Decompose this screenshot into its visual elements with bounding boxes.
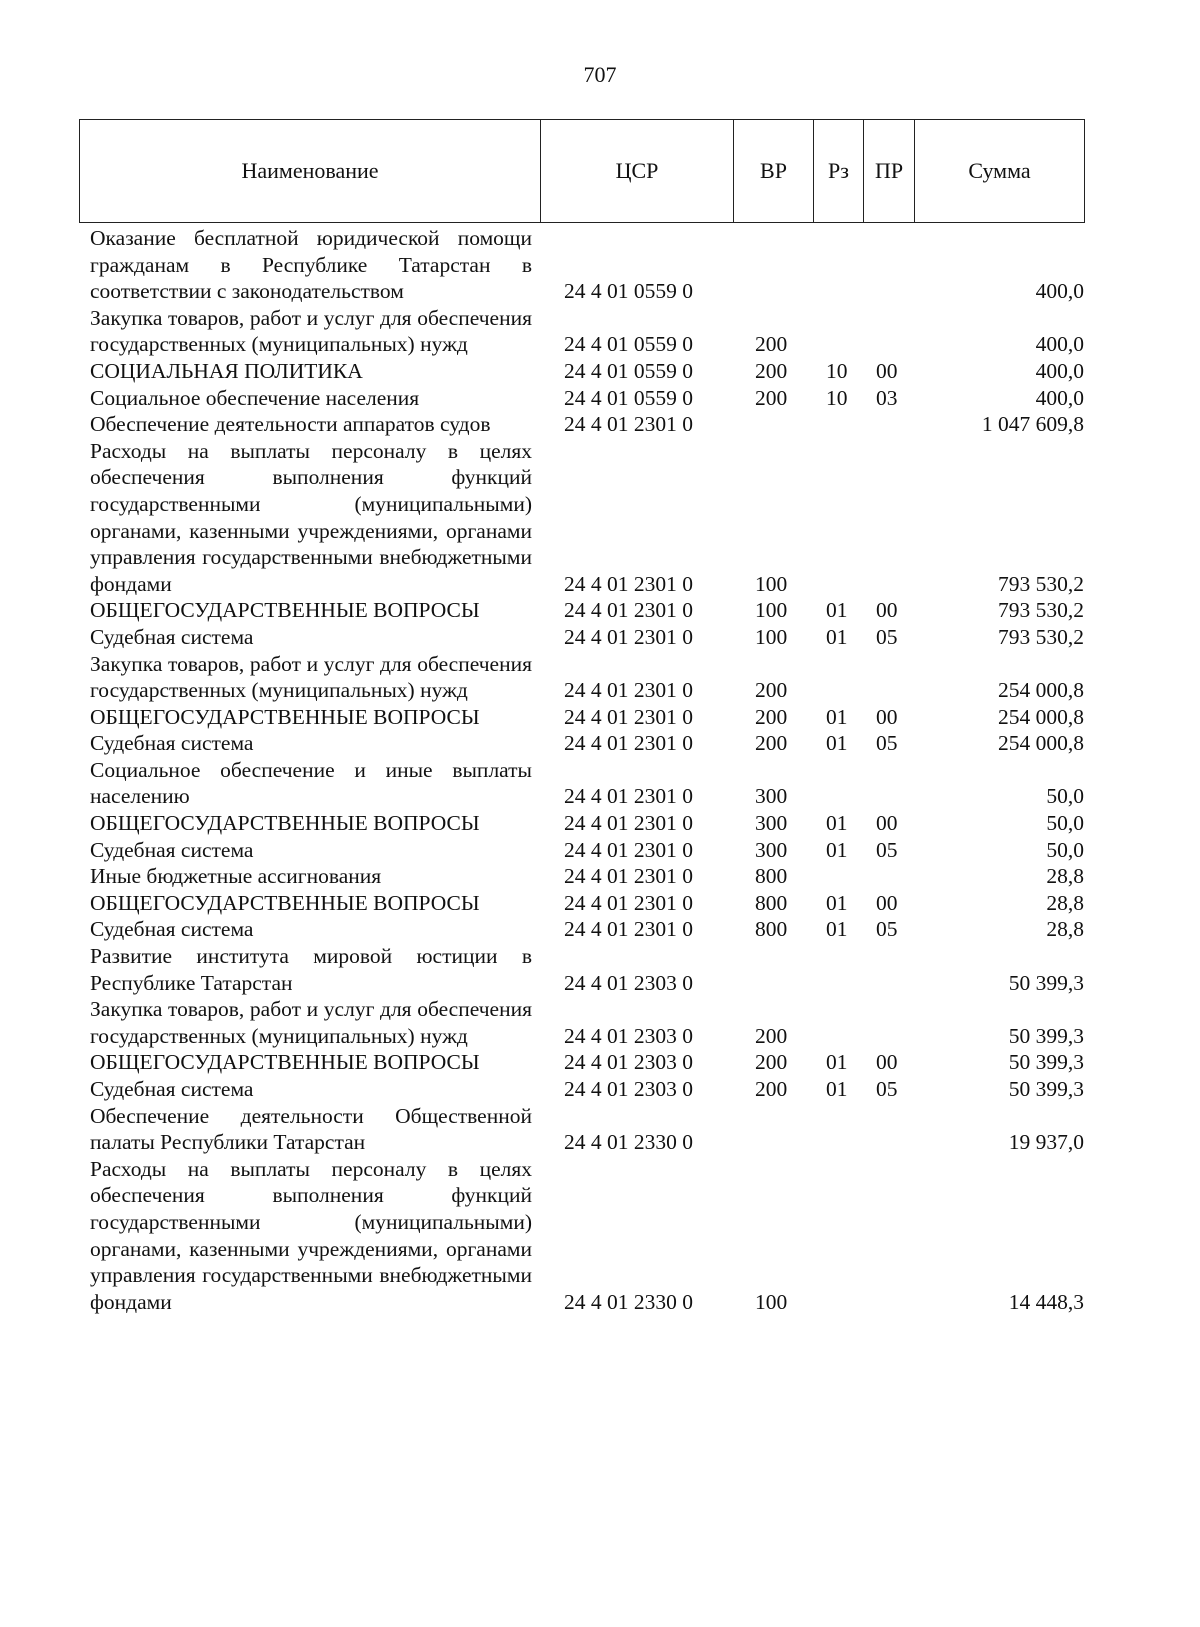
column-header-csr: ЦСР — [541, 120, 734, 223]
table-row — [79, 943, 1084, 996]
cell-vr: 200 — [755, 358, 788, 383]
cell-pr: 05 — [876, 1077, 898, 1101]
cell-csr: 24 4 01 2303 0 — [564, 1050, 693, 1075]
cell-rz — [813, 996, 863, 1049]
cell-rz: 01 — [826, 890, 848, 915]
cell-pr: 00 — [876, 358, 898, 383]
table-row — [79, 996, 1084, 1049]
cell-name: Развитие института мировой юстиции в Республике Татарстан — [90, 944, 532, 995]
cell-csr: 24 4 01 2330 0 — [564, 1289, 693, 1314]
cell-name: ОБЩЕГОСУДАРСТВЕННЫЕ ВОПРОСЫ — [90, 704, 480, 729]
cell-csr: 24 4 01 2301 0 — [564, 864, 693, 889]
table-row — [79, 358, 1084, 385]
cell-pr: 03 — [876, 385, 898, 410]
cell-vr: 200 — [755, 678, 788, 703]
cell-csr: 24 4 01 2303 0 — [564, 1077, 693, 1101]
table-row — [79, 651, 1084, 704]
cell-pr — [863, 943, 914, 996]
budget-table — [79, 225, 1084, 1315]
cell-vr: 100 — [755, 598, 788, 623]
cell-sum: 254 000,8 — [998, 731, 1084, 756]
cell-vr: 200 — [755, 704, 788, 729]
cell-sum: 28,8 — [1046, 890, 1084, 915]
cell-csr: 24 4 01 0559 0 — [564, 279, 693, 304]
cell-vr: 800 — [755, 917, 788, 942]
cell-name: Иные бюджетные ассигнования — [90, 864, 382, 889]
table-row — [79, 305, 1084, 358]
cell-pr: 00 — [876, 811, 898, 836]
column-header-sum: Сумма — [915, 120, 1085, 223]
cell-vr — [733, 225, 813, 305]
cell-rz: 01 — [826, 917, 848, 942]
cell-pr — [863, 757, 914, 810]
table-row — [79, 597, 1084, 624]
cell-pr: 05 — [876, 917, 898, 942]
cell-csr: 24 4 01 2301 0 — [564, 837, 693, 862]
table-row — [79, 1049, 1084, 1076]
table-row — [79, 411, 1084, 438]
table-row — [79, 438, 1084, 598]
cell-sum: 50 399,3 — [1008, 1023, 1084, 1048]
table-row — [79, 916, 1084, 943]
cell-sum: 50 399,3 — [1008, 1050, 1084, 1075]
cell-pr — [863, 411, 914, 438]
cell-pr: 00 — [876, 598, 898, 623]
cell-vr: 300 — [755, 837, 788, 862]
cell-pr — [863, 225, 914, 305]
cell-rz: 01 — [826, 1077, 848, 1101]
cell-pr — [863, 1156, 914, 1316]
cell-pr: 05 — [876, 731, 898, 756]
table-row — [79, 704, 1084, 731]
cell-pr — [863, 651, 914, 704]
cell-name: Социальное обеспечение населения — [90, 385, 420, 410]
cell-csr: 24 4 01 2301 0 — [564, 598, 693, 623]
table-row — [79, 730, 1084, 757]
table-row — [79, 810, 1084, 837]
cell-csr: 24 4 01 2301 0 — [564, 917, 693, 942]
cell-rz: 10 — [826, 385, 848, 410]
cell-name: Закупка товаров, работ и услуг для обеспечения государственных (муниципальных) нужд — [90, 997, 532, 1048]
cell-pr — [863, 305, 914, 358]
cell-name: Обеспечение деятельности Общественной палаты Республики Татарстан — [90, 1103, 532, 1155]
cell-pr: 00 — [876, 890, 898, 915]
cell-sum: 50,0 — [1046, 784, 1084, 809]
cell-rz: 01 — [826, 598, 848, 623]
cell-sum: 400,0 — [1035, 279, 1084, 304]
cell-name: Судебная система — [90, 837, 254, 862]
cell-pr — [863, 996, 914, 1049]
cell-vr: 800 — [755, 864, 788, 889]
cell-vr — [733, 943, 813, 996]
cell-sum: 1 047 609,8 — [981, 412, 1084, 437]
cell-name: ОБЩЕГОСУДАРСТВЕННЫЕ ВОПРОСЫ — [90, 1050, 480, 1075]
cell-vr — [733, 411, 813, 438]
cell-csr: 24 4 01 2301 0 — [564, 784, 693, 809]
table-row — [79, 1156, 1084, 1316]
cell-pr — [863, 1103, 914, 1156]
column-header-rz: Рз — [814, 120, 864, 223]
cell-sum: 19 937,0 — [1008, 1130, 1084, 1155]
table-row — [79, 385, 1084, 412]
cell-vr: 800 — [755, 890, 788, 915]
cell-rz: 10 — [826, 358, 848, 383]
cell-vr — [733, 1103, 813, 1156]
cell-csr: 24 4 01 2301 0 — [564, 624, 693, 649]
cell-name: Оказание бесплатной юридической помощи гражданам в Республике Татарстан в соответствии с законодательством — [90, 226, 532, 304]
cell-name: Расходы на выплаты персоналу в целях обеспечения выполнения функций государственными (муниципальными) органами, казенными учреждениями, органами управления государственными внебюджетными фондами — [90, 438, 532, 596]
cell-sum: 793 530,2 — [998, 598, 1084, 623]
cell-csr: 24 4 01 2301 0 — [564, 571, 693, 596]
table-row — [79, 757, 1084, 810]
cell-csr: 24 4 01 2301 0 — [564, 678, 693, 703]
cell-pr: 00 — [876, 1050, 898, 1075]
cell-vr: 200 — [755, 1023, 788, 1048]
cell-sum: 50 399,3 — [1008, 970, 1084, 995]
cell-name: СОЦИАЛЬНАЯ ПОЛИТИКА — [90, 358, 363, 383]
cell-rz: 01 — [826, 731, 848, 756]
cell-name: Судебная система — [90, 1077, 254, 1101]
cell-name: Расходы на выплаты персоналу в целях обеспечения выполнения функций государственными (муниципальными) органами, казенными учреждениями, органами управления государственными внебюджетными фондами — [90, 1156, 532, 1314]
cell-vr: 200 — [755, 1077, 788, 1101]
cell-name: ОБЩЕГОСУДАРСТВЕННЫЕ ВОПРОСЫ — [90, 890, 480, 915]
table-row — [79, 1103, 1084, 1156]
cell-pr: 05 — [876, 624, 898, 649]
column-header-name: Наименование — [80, 120, 541, 223]
cell-sum: 254 000,8 — [998, 704, 1084, 729]
cell-vr: 100 — [755, 571, 788, 596]
cell-csr: 24 4 01 2303 0 — [564, 970, 693, 995]
cell-rz — [813, 943, 863, 996]
cell-sum: 50,0 — [1046, 811, 1084, 836]
cell-vr: 200 — [755, 1050, 788, 1075]
cell-csr: 24 4 01 2301 0 — [564, 412, 693, 437]
cell-name: Судебная система — [90, 917, 254, 942]
table-row — [79, 837, 1084, 864]
cell-rz: 01 — [826, 811, 848, 836]
cell-name: Обеспечение деятельности аппаратов судов — [90, 412, 491, 437]
cell-vr: 100 — [755, 1289, 788, 1314]
cell-csr: 24 4 01 0559 0 — [564, 332, 693, 357]
cell-rz — [813, 757, 863, 810]
cell-vr: 200 — [755, 332, 788, 357]
cell-rz — [813, 863, 863, 890]
cell-sum: 50 399,3 — [1008, 1077, 1084, 1101]
cell-name: Закупка товаров, работ и услуг для обеспечения государственных (муниципальных) нужд — [90, 305, 532, 357]
cell-csr: 24 4 01 0559 0 — [564, 358, 693, 383]
cell-rz — [813, 651, 863, 704]
cell-sum: 400,0 — [1035, 358, 1084, 383]
cell-rz — [813, 1156, 863, 1316]
cell-name: Закупка товаров, работ и услуг для обеспечения государственных (муниципальных) нужд — [90, 651, 532, 703]
cell-vr: 300 — [755, 811, 788, 836]
cell-sum: 254 000,8 — [998, 678, 1084, 703]
cell-vr: 200 — [755, 385, 788, 410]
cell-csr: 24 4 01 2301 0 — [564, 890, 693, 915]
cell-name: Судебная система — [90, 624, 254, 649]
cell-pr — [863, 863, 914, 890]
cell-rz — [813, 411, 863, 438]
cell-sum: 793 530,2 — [998, 571, 1084, 596]
cell-rz — [813, 1103, 863, 1156]
cell-sum: 400,0 — [1035, 332, 1084, 357]
cell-name: Судебная система — [90, 731, 254, 756]
cell-sum: 50,0 — [1046, 837, 1084, 862]
column-header-pr: ПР — [864, 120, 915, 223]
cell-csr: 24 4 01 2330 0 — [564, 1130, 693, 1155]
column-header-vr: ВР — [734, 120, 814, 223]
cell-sum: 14 448,3 — [1008, 1289, 1084, 1314]
cell-vr: 200 — [755, 731, 788, 756]
cell-pr: 00 — [876, 704, 898, 729]
cell-pr — [863, 438, 914, 598]
table-body — [79, 225, 1084, 1315]
cell-sum: 28,8 — [1046, 864, 1084, 889]
table-row — [79, 1076, 1084, 1103]
cell-csr: 24 4 01 0559 0 — [564, 385, 693, 410]
cell-csr: 24 4 01 2301 0 — [564, 811, 693, 836]
cell-rz: 01 — [826, 704, 848, 729]
page-number: 707 — [583, 62, 617, 87]
cell-csr: 24 4 01 2303 0 — [564, 1023, 693, 1048]
cell-rz: 01 — [826, 1050, 848, 1075]
cell-sum: 400,0 — [1035, 385, 1084, 410]
cell-vr: 300 — [755, 784, 788, 809]
cell-csr: 24 4 01 2301 0 — [564, 704, 693, 729]
cell-rz — [813, 438, 863, 598]
cell-rz: 01 — [826, 624, 848, 649]
cell-sum: 28,8 — [1046, 917, 1084, 942]
cell-name: ОБЩЕГОСУДАРСТВЕННЫЕ ВОПРОСЫ — [90, 811, 480, 836]
table-row — [79, 863, 1084, 890]
table-row — [79, 624, 1084, 651]
cell-rz — [813, 305, 863, 358]
cell-rz — [813, 225, 863, 305]
cell-name: Социальное обеспечение и иные выплаты населению — [90, 757, 532, 809]
cell-name: ОБЩЕГОСУДАРСТВЕННЫЕ ВОПРОСЫ — [90, 598, 480, 623]
cell-pr: 05 — [876, 837, 898, 862]
cell-rz: 01 — [826, 837, 848, 862]
cell-csr: 24 4 01 2301 0 — [564, 731, 693, 756]
table-header — [79, 119, 1085, 223]
cell-vr: 100 — [755, 624, 788, 649]
cell-sum: 793 530,2 — [998, 624, 1084, 649]
table-row — [79, 225, 1084, 305]
table-row — [79, 890, 1084, 917]
